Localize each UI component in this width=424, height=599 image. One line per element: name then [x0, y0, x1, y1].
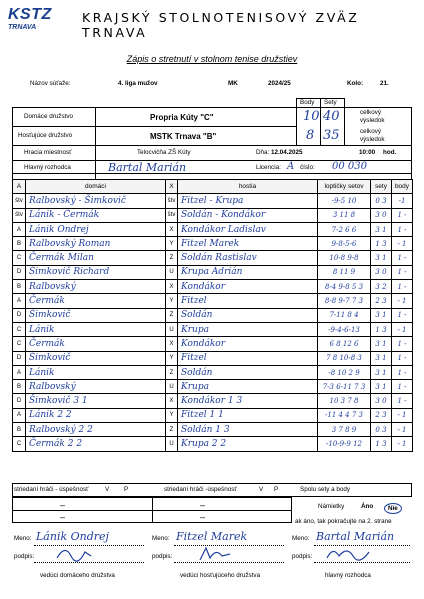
- match-code: B: [13, 423, 26, 437]
- away-player: Kondákor Ladislav: [178, 222, 318, 236]
- venue-label: Hracia miestnosť: [24, 149, 72, 156]
- set-scores: 7-3 6-11 7 3: [318, 380, 371, 394]
- away-code: Z: [166, 365, 178, 379]
- points-result: 1 -: [392, 380, 413, 394]
- match-code: B: [13, 380, 26, 394]
- sets-result: 3 1: [371, 351, 392, 365]
- substitutes-away-v: V: [259, 486, 264, 493]
- match-code: C: [13, 251, 26, 265]
- set-scores: 3 11 8: [318, 208, 371, 222]
- overall-label-away-1: celkový: [360, 128, 381, 135]
- table-row: [13, 222, 413, 236]
- away-code: U: [166, 322, 178, 336]
- continue-note: ak áno, tak pokračujte na 2. strane: [295, 518, 392, 525]
- referee-signature: [325, 544, 375, 564]
- referee-footer-name: Bartal Marián: [316, 530, 395, 543]
- points-result: 1 -: [392, 394, 413, 408]
- col-x-header: X: [166, 180, 178, 194]
- table-row: [13, 237, 413, 251]
- referee-name: Bartal Marián: [108, 161, 187, 174]
- points-result: 1 -: [392, 265, 413, 279]
- home-player: Ralbovský - Šimkovič: [26, 194, 166, 208]
- away-player: Krupa Adrián: [178, 265, 318, 279]
- away-role: vedúci hosťujúceho družstva: [180, 572, 261, 579]
- match-code: C: [13, 322, 26, 336]
- table-row: [13, 394, 413, 408]
- overall-label-home-2: výsledok: [360, 117, 385, 124]
- sets-result: 3 1: [371, 222, 392, 236]
- home-team-label: Domáce družstvo: [24, 113, 73, 120]
- away-player: Kondákor 1 3: [178, 394, 318, 408]
- venue-value: Telocvičňa ZŠ Kúty: [137, 149, 191, 156]
- match-code: A: [13, 365, 26, 379]
- away-player: Soldán: [178, 308, 318, 322]
- overall-label-home-1: celkový: [360, 109, 381, 116]
- home-player: Lánik - Čermák: [26, 208, 166, 222]
- match-code: C: [13, 337, 26, 351]
- sets-result: 3 1: [371, 337, 392, 351]
- match-code: D: [13, 394, 26, 408]
- number-label: číslo:: [300, 164, 315, 171]
- match-code: C: [13, 437, 26, 451]
- points-result: -1: [392, 194, 413, 208]
- overall-label-away-2: výsledok: [360, 136, 385, 143]
- referee-role: hlavný rozhodca: [325, 572, 371, 579]
- sums-label: Spolu sety a body: [300, 486, 351, 493]
- date-value: 12.04.2025: [271, 149, 303, 156]
- set-scores: 3 7 8 9: [318, 423, 371, 437]
- home-player: Lánik 2 2: [26, 408, 166, 422]
- points-header: Body: [300, 99, 315, 106]
- col-a-header: A: [13, 180, 26, 194]
- home-player: Čermák: [26, 337, 166, 351]
- away-code: U: [166, 380, 178, 394]
- home-name-label: Meno:: [14, 535, 32, 542]
- col-body-header: body: [392, 180, 413, 194]
- sets-result: 0 3: [371, 194, 392, 208]
- sets-result: 1 3: [371, 437, 392, 451]
- home-player: Šimkovič: [26, 308, 166, 322]
- sets-result: 1 3: [371, 322, 392, 336]
- sets-result: 3 1: [371, 365, 392, 379]
- home-signature: [55, 544, 95, 564]
- away-player: Soldán: [178, 365, 318, 379]
- match-code: B: [13, 237, 26, 251]
- sets-result: 3 1: [371, 380, 392, 394]
- set-scores: 8-4 9-8 5 3: [318, 280, 371, 294]
- set-scores: 6 8 12 6: [318, 337, 371, 351]
- licence-value: A: [287, 161, 295, 172]
- set-scores: -8 10 2 9: [318, 365, 371, 379]
- away-code: X: [166, 394, 178, 408]
- away-code: Y: [166, 408, 178, 422]
- set-scores: 10 3 7 8: [318, 394, 371, 408]
- points-result: 1 -: [392, 222, 413, 236]
- away-player: Fitzel 1 1: [178, 408, 318, 422]
- match-code: štv: [13, 208, 26, 222]
- points-result: - 1: [392, 408, 413, 422]
- points-result: - 1: [392, 437, 413, 451]
- remarks-label: Námietky: [318, 503, 345, 510]
- sets-result: 1 3: [371, 237, 392, 251]
- points-result: - 1: [392, 423, 413, 437]
- sets-header: Sety: [324, 99, 337, 106]
- points-result: 1 -: [392, 351, 413, 365]
- competition-value: 4. liga mužov: [118, 80, 158, 87]
- away-code: U: [166, 265, 178, 279]
- sets-result: 2 3: [371, 294, 392, 308]
- col-away-header: hostia: [178, 180, 318, 194]
- date-label: Dňa:: [256, 149, 270, 156]
- substitutes-home-p: P: [124, 486, 129, 493]
- home-captain-name: Lánik Ondrej: [36, 530, 109, 543]
- set-scores: -9-5 10: [318, 194, 371, 208]
- away-signature: [196, 544, 236, 564]
- home-player: Ralbovský Roman: [26, 237, 166, 251]
- points-result: 1 -: [392, 337, 413, 351]
- home-player: Lánik: [26, 322, 166, 336]
- away-code: X: [166, 222, 178, 236]
- home-player: Ralbovský 2 2: [26, 423, 166, 437]
- table-row: [13, 208, 413, 222]
- set-scores: -9-4-6-13: [318, 322, 371, 336]
- away-team-label: Hosťujúce družstvo: [18, 132, 73, 139]
- away-code: Y: [166, 294, 178, 308]
- set-scores: 7-2 6 6: [318, 222, 371, 236]
- table-row: [13, 408, 413, 422]
- table-row: [13, 265, 413, 279]
- licence-label: Licencia:: [256, 164, 281, 171]
- match-code: D: [13, 351, 26, 365]
- match-code: D: [13, 308, 26, 322]
- substitutes-home-label: striedaní hráči - úspešnosť: [14, 486, 89, 493]
- home-player: Lánik Ondrej: [26, 222, 166, 236]
- round-value: 21.: [380, 80, 389, 87]
- away-sign-label: podpis:: [152, 553, 173, 560]
- table-row: [13, 423, 413, 437]
- home-role: vedúci domáceho družstva: [40, 572, 115, 579]
- match-code: A: [13, 294, 26, 308]
- table-row: [13, 437, 413, 451]
- competition-label: Názov súťaže:: [30, 80, 71, 87]
- referee-name-label: Meno:: [292, 535, 310, 542]
- table-header-row: [13, 180, 413, 194]
- sets-result: 3 1: [371, 308, 392, 322]
- table-row: [13, 194, 413, 208]
- away-code: štv: [166, 194, 178, 208]
- home-player: Lánik: [26, 365, 166, 379]
- substitutes-away-p: P: [274, 486, 279, 493]
- table-row: [13, 308, 413, 322]
- away-captain-name: Fitzel Marek: [176, 530, 248, 543]
- away-player: Soldán 1 3: [178, 423, 318, 437]
- away-player: Krupa: [178, 380, 318, 394]
- away-points: 8: [306, 128, 315, 143]
- away-sets: 35: [323, 128, 340, 143]
- away-code: Z: [166, 251, 178, 265]
- licence-number: 00 030: [332, 161, 367, 172]
- kstz-logo: [8, 6, 70, 42]
- time-unit: hod.: [383, 149, 397, 156]
- set-scores: 8-8 9-7 7 3: [318, 294, 371, 308]
- away-code: štv: [166, 208, 178, 222]
- home-sets: 40: [323, 109, 340, 124]
- table-row: [13, 251, 413, 265]
- home-player: Čermák: [26, 294, 166, 308]
- home-player: Ralbovský: [26, 380, 166, 394]
- home-points: 10: [303, 109, 320, 124]
- home-sign-label: podpis:: [14, 553, 35, 560]
- season-value: 2024/25: [268, 80, 291, 87]
- away-player: Krupa: [178, 322, 318, 336]
- match-code: B: [13, 280, 26, 294]
- home-player: Čermák 2 2: [26, 437, 166, 451]
- col-balls-header: loptičky setov: [318, 180, 371, 194]
- match-code: A: [13, 408, 26, 422]
- set-scores: -10-9-9 12: [318, 437, 371, 451]
- away-code: Y: [166, 237, 178, 251]
- away-player: Kondákor: [178, 280, 318, 294]
- points-result: 1 -: [392, 251, 413, 265]
- home-player: Čermák Milan: [26, 251, 166, 265]
- logo-sub-text: TRNAVA: [8, 24, 37, 31]
- match-code: A: [13, 222, 26, 236]
- home-player: Šimkovič: [26, 351, 166, 365]
- substitutes-home-v: V: [105, 486, 110, 493]
- set-scores: -11 4 4 7 3: [318, 408, 371, 422]
- table-row: [13, 337, 413, 351]
- remarks-no: Nie: [384, 503, 402, 514]
- away-player: Fitzel: [178, 294, 318, 308]
- points-result: - 1: [392, 294, 413, 308]
- home-player: Šimkovič 3 1: [26, 394, 166, 408]
- time-value: 10:00: [359, 149, 376, 156]
- col-sety-header: sety: [371, 180, 392, 194]
- home-player: Ralbovský: [26, 280, 166, 294]
- table-row: [13, 365, 413, 379]
- table-row: [13, 280, 413, 294]
- match-code: štv: [13, 194, 26, 208]
- col-home-header: domáci: [26, 180, 166, 194]
- logo-main-text: KSTZ: [8, 6, 52, 23]
- form-title: KRAJSKÝ STOLNOTENISOVÝ ZVÄZ TRNAVA: [82, 10, 360, 40]
- form-subtitle: Zápis o stretnutí v stolnom tenise družstiev: [126, 54, 298, 64]
- away-player: Fitzel - Krupa: [178, 194, 318, 208]
- home-team-name: Propria Kúty "C": [150, 113, 214, 122]
- set-scores: 9-8-5-6: [318, 237, 371, 251]
- away-code: X: [166, 337, 178, 351]
- away-code: Y: [166, 351, 178, 365]
- away-code: X: [166, 280, 178, 294]
- points-result: 1 -: [392, 280, 413, 294]
- points-result: 1 -: [392, 308, 413, 322]
- match-table: [12, 179, 413, 452]
- sets-result: 3 0: [371, 265, 392, 279]
- referee-label: Hlavný rozhodca: [24, 164, 71, 171]
- away-player: Fitzel Marek: [178, 237, 318, 251]
- table-row: [13, 322, 413, 336]
- sets-result: 3 0: [371, 394, 392, 408]
- sets-result: 3 1: [371, 251, 392, 265]
- away-player: Soldán - Kondákor: [178, 208, 318, 222]
- home-player: Šimkovič Richard: [26, 265, 166, 279]
- remarks-yes: Áno: [361, 503, 374, 510]
- away-code: Z: [166, 423, 178, 437]
- set-scores: 8 11 9: [318, 265, 371, 279]
- sets-result: 3 2: [371, 280, 392, 294]
- round-label: Kolo:: [347, 80, 364, 87]
- points-result: 1 -: [392, 208, 413, 222]
- away-player: Kondákor: [178, 337, 318, 351]
- set-scores: 10-8 9-8: [318, 251, 371, 265]
- set-scores: 7-11 8 4: [318, 308, 371, 322]
- sets-result: 0 3: [371, 423, 392, 437]
- sets-result: 2 3: [371, 408, 392, 422]
- sets-result: 3 0: [371, 208, 392, 222]
- table-row: [13, 380, 413, 394]
- away-name-label: Meno:: [152, 535, 170, 542]
- points-result: - 1: [392, 237, 413, 251]
- table-row: [13, 294, 413, 308]
- set-scores: 7 8 10-8 3: [318, 351, 371, 365]
- away-player: Krupa 2 2: [178, 437, 318, 451]
- away-player: Soldán Rastislav: [178, 251, 318, 265]
- match-code: D: [13, 265, 26, 279]
- referee-sign-label: podpis:: [292, 553, 313, 560]
- substitutes-away-label: striedaní hráči -úspešnosť: [164, 486, 237, 493]
- category-value: MK: [228, 80, 238, 87]
- away-code: U: [166, 437, 178, 451]
- points-result: 1 -: [392, 365, 413, 379]
- table-row: [13, 351, 413, 365]
- away-team-name: MSTK Trnava "B": [150, 132, 217, 141]
- points-result: - 1: [392, 322, 413, 336]
- away-player: Fitzel: [178, 351, 318, 365]
- away-code: Z: [166, 308, 178, 322]
